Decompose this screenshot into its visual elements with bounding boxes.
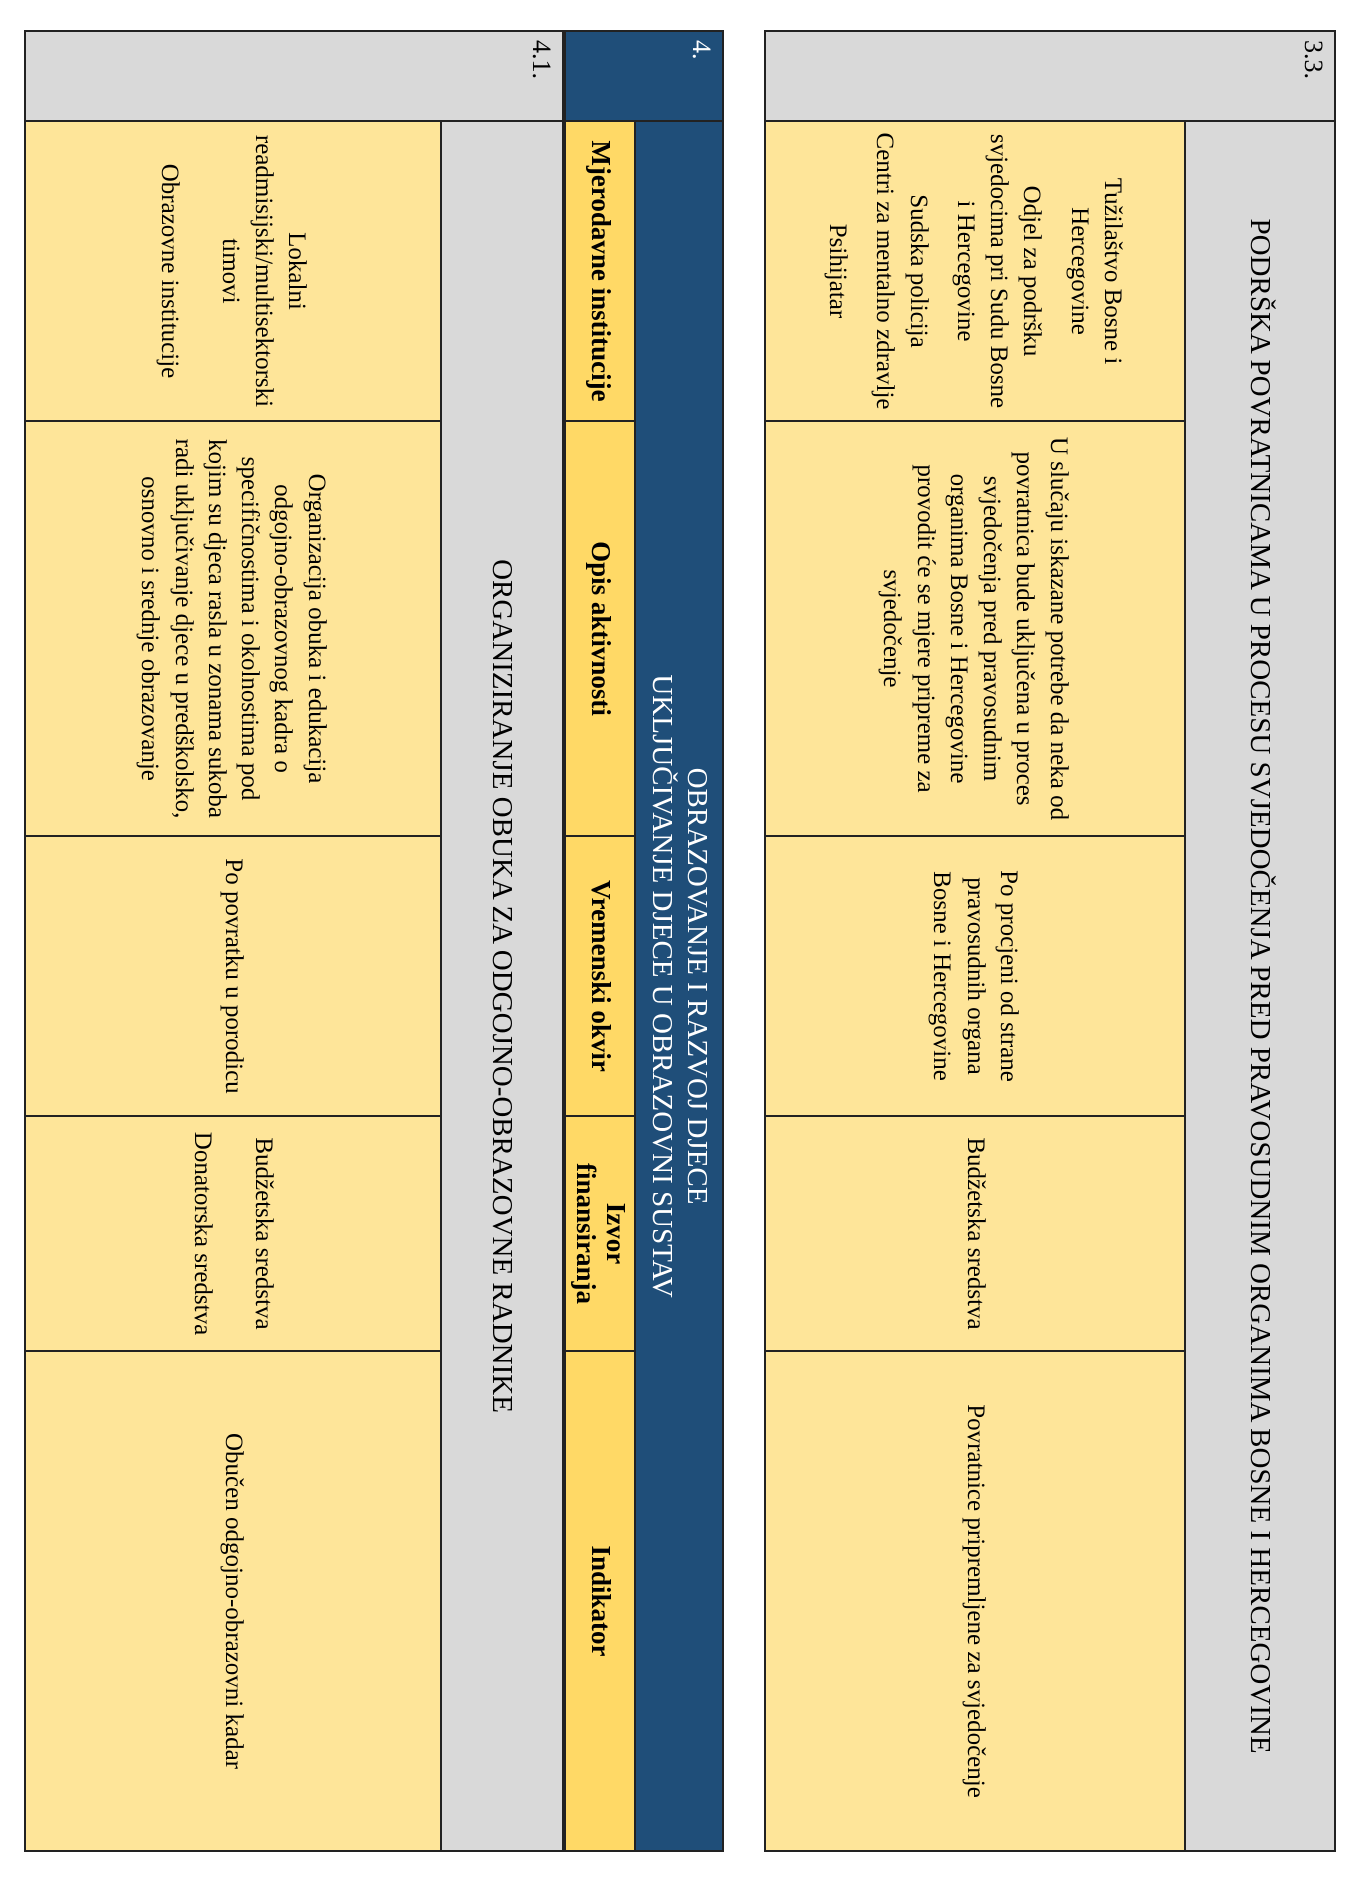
institutions-cell bbox=[765, 121, 1185, 421]
section-title-line: OBRAZOVANJE I RAZVOJ DJECE bbox=[680, 767, 713, 1205]
funding-item: Budžetska sredstva bbox=[250, 1137, 278, 1330]
column-header-institutions: Mjerodavne institucije bbox=[565, 121, 635, 421]
section-number: 3.3. bbox=[765, 31, 1335, 121]
indicator-cell: Obučen odgojno-obrazovni kadar bbox=[25, 1351, 441, 1851]
column-header-funding-line: finansiranja bbox=[571, 1162, 601, 1305]
timeframe-cell: Po povratku u porodicu bbox=[25, 836, 441, 1116]
column-header-activity: Opis aktivnosti bbox=[565, 421, 635, 836]
institution-item: Centri za mentalno zdravlje bbox=[871, 132, 899, 410]
column-header-funding bbox=[565, 1116, 635, 1351]
section-subtitle-line: UKLJUČIVANJE DJECE U OBRAZOVNI SUSTAV bbox=[646, 674, 678, 1298]
institution-item: Sudska policija bbox=[904, 194, 932, 348]
institution-item: Odjel za podršku svjedocima pri Sudu Bosne i Hercegovine bbox=[952, 133, 1046, 409]
institution-item: Obrazovne institucije bbox=[155, 163, 183, 379]
section-4-table bbox=[564, 30, 724, 1852]
timeframe-cell: Po procjeni od strane pravosudnih organa Bosne i Hercegovine bbox=[765, 836, 1185, 1116]
section-title: PODRŠKA POVRATNICAMA U PROCESU SVJEDOČENJA PRED PRAVOSUDNIM ORGANIMA BOSNE I HERCEGOVINE bbox=[1185, 121, 1335, 1851]
indicator-cell: Povratnice pripremljene za svjedočenje bbox=[765, 1351, 1185, 1851]
column-header-indicator: Indikator bbox=[565, 1351, 635, 1851]
section-title: ORGANIZIRANJE OBUKA ZA ODGOJNO-OBRAZOVNE RADNIKE bbox=[441, 121, 563, 1851]
section-number: 4. bbox=[565, 31, 723, 121]
section-number: 4.1. bbox=[25, 31, 563, 121]
institution-item: Lokalni readmisijski/multisektorski timovi bbox=[217, 134, 311, 408]
activity-cell: Organizacija obuka i edukacija odgojno-obrazovnog kadra o specifičnostima i okolnostima pod kojim su djeca rasla u zonama sukoba radi uključivanje djece u predškolsko, osnovno i srednje obrazovanje bbox=[25, 421, 441, 836]
column-header-funding-line: Izvor bbox=[600, 1202, 631, 1265]
institutions-cell bbox=[25, 121, 441, 421]
funding-cell bbox=[25, 1116, 441, 1351]
section-4-1-table bbox=[24, 30, 564, 1852]
funding-cell: Budžetska sredstva bbox=[765, 1116, 1185, 1351]
section-title bbox=[635, 121, 723, 1851]
section-3-3-table bbox=[764, 30, 1336, 1852]
activity-cell: U slučaju iskazane potrebe da neka od povratnica bude uključena u proces svjedočenja pred pravosudnim organima Bosne i Hercegovine provodit će se mjere pripreme za svjedočenje bbox=[765, 421, 1185, 836]
funding-item: Donatorska sredstva bbox=[189, 1131, 216, 1336]
column-header-timeframe: Vremenski okvir bbox=[565, 836, 635, 1116]
institution-item: Psihijatar bbox=[824, 223, 852, 319]
institution-item: Tužilaštvo Bosne i Hercegovine bbox=[1065, 177, 1126, 365]
